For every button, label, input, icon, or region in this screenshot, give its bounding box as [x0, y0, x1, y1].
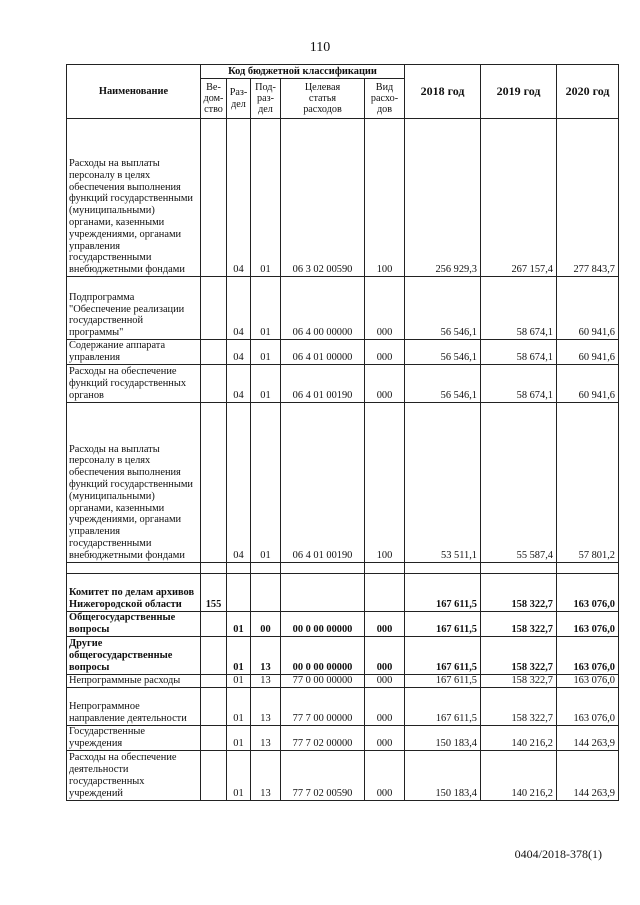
document-code: 0404/2018-378(1) [514, 847, 602, 861]
header-code-group: Код бюджетной классификации [201, 65, 405, 79]
page-number: 110 [309, 40, 331, 55]
header-name: Наименование [67, 65, 201, 119]
table-row: Непрограммные расходы 01 13 77 0 00 00000 000 167 611,5 158 322,7 163 076,0 [67, 674, 619, 687]
budget-table [66, 64, 619, 801]
header-2019: 2019 год [481, 65, 557, 119]
header-vedomstvo: Ве- дом- ство [201, 79, 227, 119]
table-row: Расходы на обеспечение деятельности государственных учреждений 01 13 77 7 02 00590 000 150 183,4 140 216,2 144 263,9 [67, 750, 619, 800]
header-podrazdel: Под- раз- дел [251, 79, 281, 119]
header-razdel: Раз- дел [227, 79, 251, 119]
table-row: Другие общегосударственные вопросы 01 13 00 0 00 00000 000 167 611,5 158 322,7 163 076,0 [67, 636, 619, 674]
table-row: Подпрограмма "Обеспечение реализации государственной программы" 04 01 06 4 00 00000 000 56 546,1 58 674,1 60 941,6 [67, 277, 619, 340]
table-row: Расходы на выплаты персоналу в целях обеспечения выполнения функций государственными (муниципальными) органами, казенными учреждениями, органами управления государственными внебюджетными фондами 04 01 06 4 01 00190 100 53 511,1 55 587,4 57 801,2 [67, 402, 619, 562]
table-row: Непрограммное направление деятельности 01 13 77 7 00 00000 000 167 611,5 158 322,7 163 076,0 [67, 687, 619, 725]
spacer-row [67, 562, 619, 573]
header-target: Целевая статья расходов [281, 79, 365, 119]
table-row: Общегосударственные вопросы 01 00 00 0 00 00000 000 167 611,5 158 322,7 163 076,0 [67, 611, 619, 636]
header-vid: Вид расхо- дов [365, 79, 405, 119]
header-2018: 2018 год [405, 65, 481, 119]
table-row: Расходы на выплаты персоналу в целях обеспечения выполнения функций государственными (муниципальными) органами, казенными учреждениями, органами управления государственными внебюджетными фондами 04 01 06 3 02 00590 100 256 929,3 267 157,4 277 843,7 [67, 119, 619, 277]
table-row: Комитет по делам архивов Нижегородской области 155 167 611,5 158 322,7 163 076,0 [67, 573, 619, 611]
table-row: Расходы на обеспечение функций государственных органов 04 01 06 4 01 00190 000 56 546,1 58 674,1 60 941,6 [67, 364, 619, 402]
table-row: Содержание аппарата управления 04 01 06 4 01 00000 000 56 546,1 58 674,1 60 941,6 [67, 340, 619, 365]
header-2020: 2020 год [557, 65, 619, 119]
table-row: Государственные учреждения 01 13 77 7 02 00000 000 150 183,4 140 216,2 144 263,9 [67, 725, 619, 750]
